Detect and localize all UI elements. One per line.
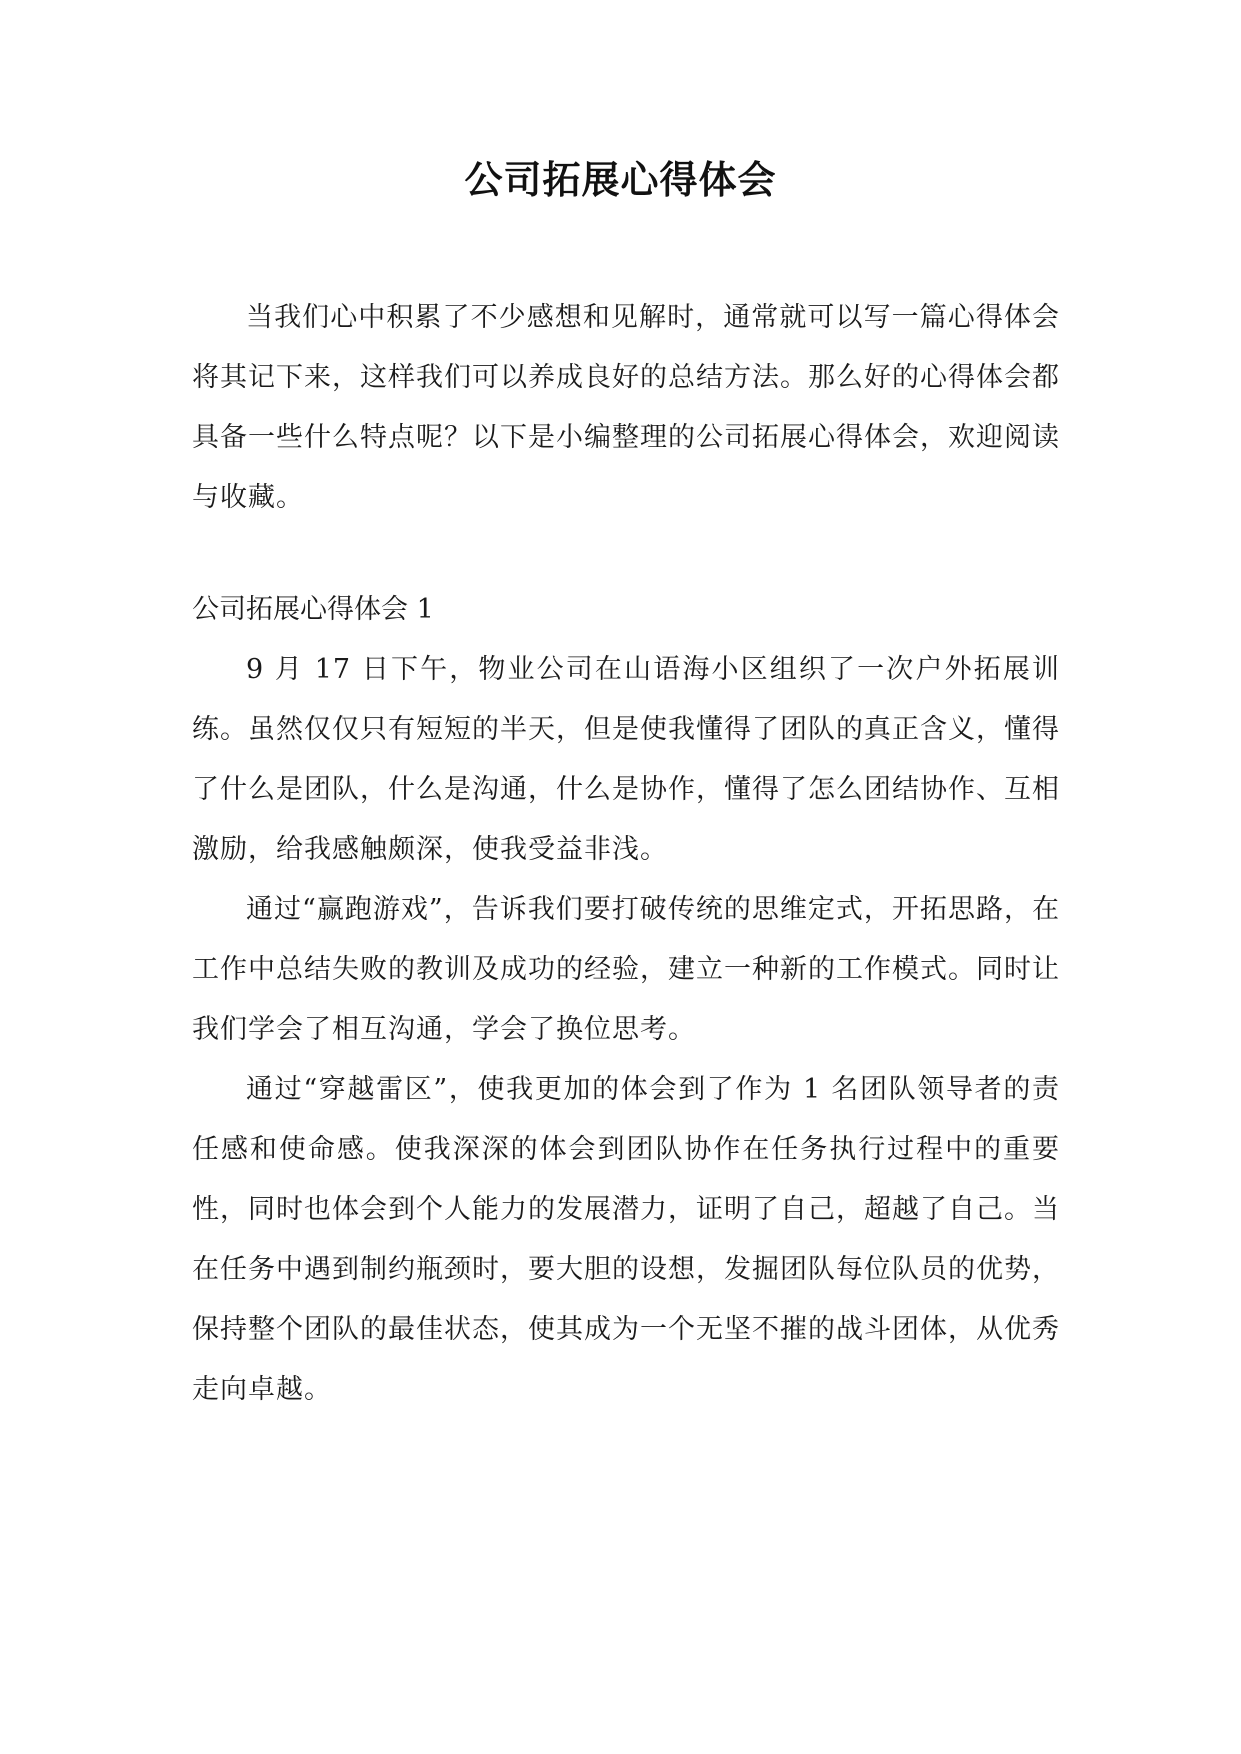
section-body (192, 640, 1060, 1420)
body-paragraph-2: 通过“赢跑游戏”，告诉我们要打破传统的思维定式，开拓思路，在工作中总结失败的教训及成功的经验，建立一种新的工作模式。同时让我们学会了相互沟通，学会了换位思考。 (192, 894, 1060, 1045)
body-paragraph-1: 9 月 17 日下午，物业公司在山语海小区组织了一次户外拓展训练。虽然仅仅只有短短的半天，但是使我懂得了团队的真正含义，懂得了什么是团队，什么是沟通，什么是协作，懂得了怎么团结协作、互相激励，给我感触颇深，使我受益非浅。 (192, 654, 1060, 865)
document-title: 公司拓展心得体会 (464, 158, 777, 202)
section-heading: 公司拓展心得体会 1 (192, 594, 434, 625)
intro-paragraph: 当我们心中积累了不少感想和见解时，通常就可以写一篇心得体会将其记下来，这样我们可以养成良好的总结方法。那么好的心得体会都具备一些什么特点呢？以下是小编整理的公司拓展心得体会，欢迎阅读与收藏。 (192, 302, 1060, 513)
body-paragraph-3: 通过“穿越雷区”，使我更加的体会到了作为 1 名团队领导者的责任感和使命感。使我深深的体会到团队协作在任务执行过程中的重要性，同时也体会到个人能力的发展潜力，证明了自己，超越了自己。当在任务中遇到制约瓶颈时，要大胆的设想，发掘团队每位队员的优势，保持整个团队的最佳状态，使其成为一个无坚不摧的战斗团体，从优秀走向卓越。 (192, 1074, 1060, 1405)
intro-block (192, 288, 1060, 528)
